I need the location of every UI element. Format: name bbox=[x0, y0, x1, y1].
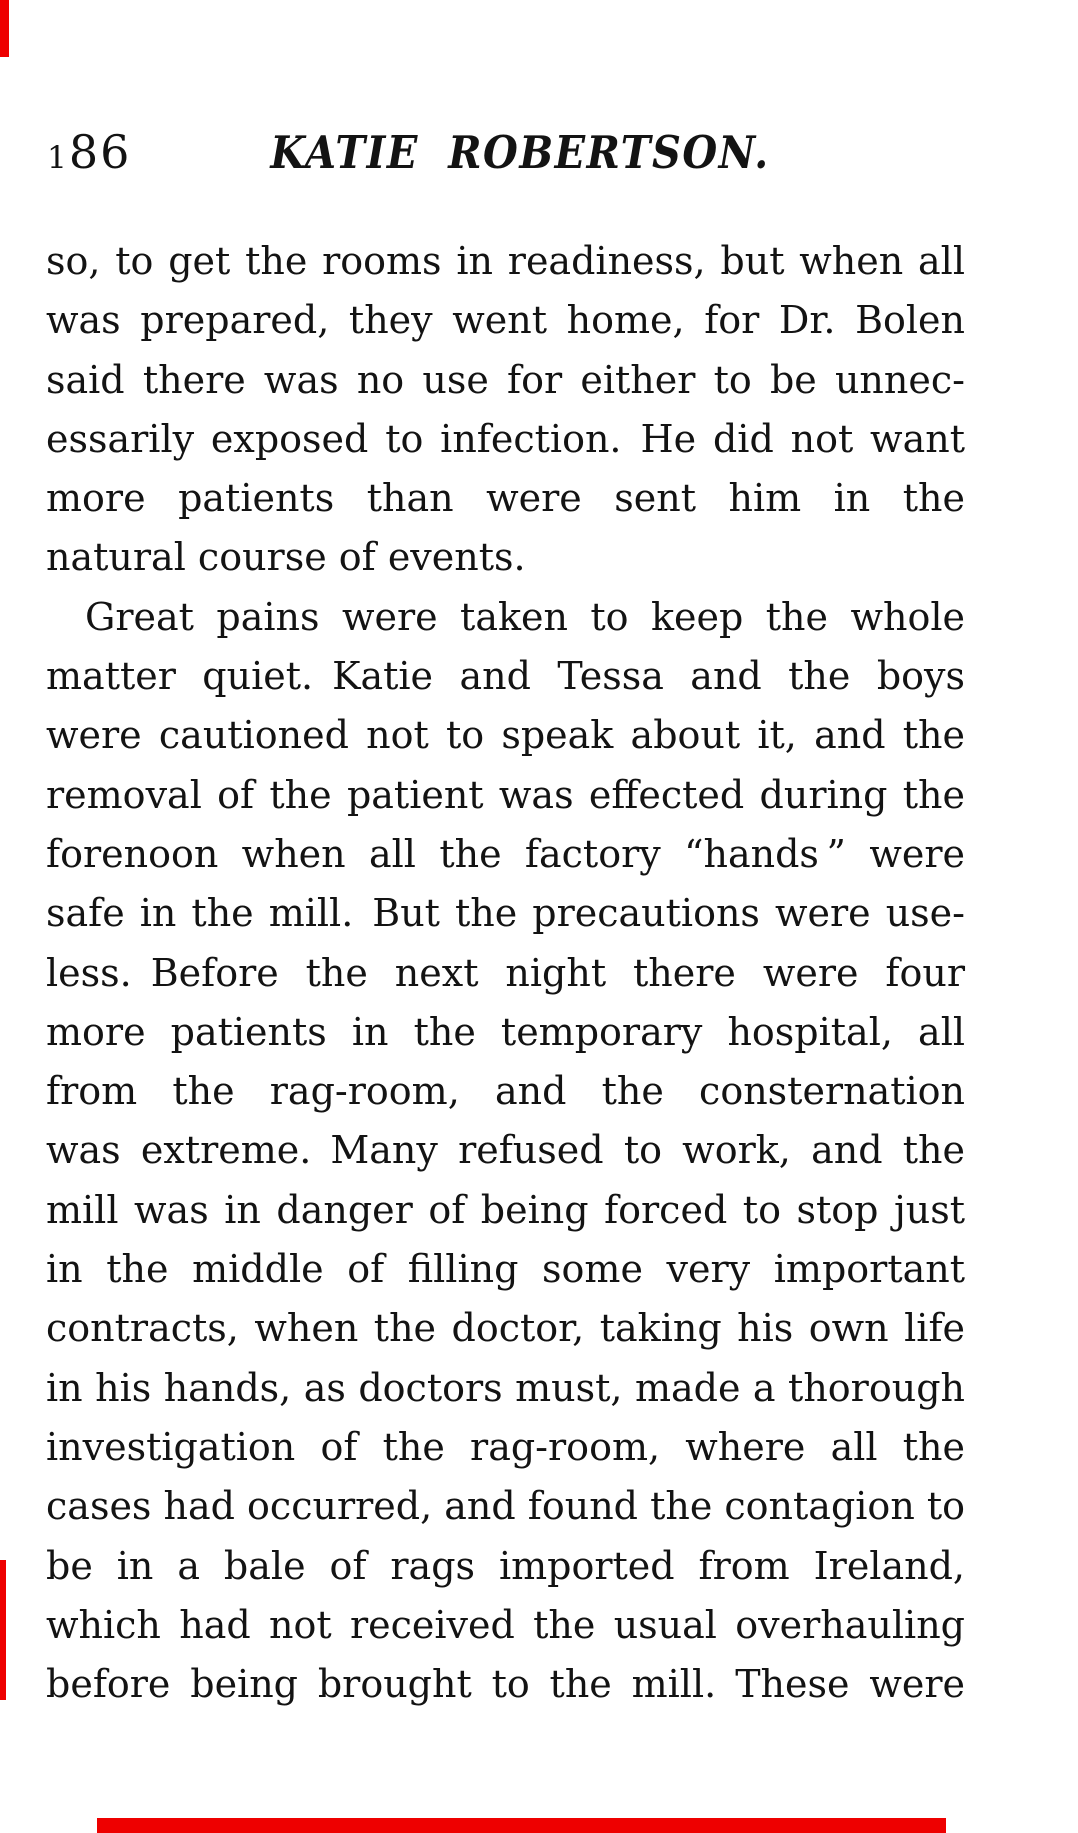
running-header-title: KATIE ROBERTSON. bbox=[270, 126, 770, 180]
text-line: Great pains were taken to keep the whole bbox=[85, 594, 965, 639]
text-line: be in a bale of rags imported from Ireland, bbox=[46, 1543, 965, 1588]
text-line: mill was in danger of being forced to stop just bbox=[46, 1187, 965, 1232]
text-line: was prepared, they went home, for Dr. Bolen bbox=[46, 298, 965, 343]
text-line: natural course of events. bbox=[46, 535, 526, 580]
text-line: were cautioned not to speak about it, and the bbox=[46, 713, 965, 758]
scan-edge-mark-left bbox=[0, 1560, 6, 1700]
text-line: investigation of the rag-room, where all the bbox=[46, 1424, 965, 1469]
page-number: 186 bbox=[47, 125, 132, 179]
text-line: in the middle of filling some very important bbox=[46, 1247, 965, 1292]
text-line: more patients than were sent him in the bbox=[46, 476, 965, 521]
scan-edge-mark-bottom bbox=[97, 1818, 946, 1833]
text-line: which had not received the usual overhauling bbox=[46, 1602, 965, 1647]
text-line: contracts, when the doctor, taking his own life bbox=[46, 1306, 965, 1351]
text-line: in his hands, as doctors must, made a thorough bbox=[46, 1365, 965, 1410]
text-line: less. Before the next night there were four bbox=[46, 950, 965, 995]
text-line: cases had occurred, and found the contagion to bbox=[46, 1484, 966, 1529]
text-line: so, to get the rooms in readiness, but when all bbox=[46, 239, 965, 283]
text-line: was extreme. Many refused to work, and the bbox=[46, 1128, 965, 1173]
text-line: removal of the patient was effected during the bbox=[46, 772, 965, 817]
text-line: forenoon when all the factory “hands ” were bbox=[46, 831, 965, 876]
text-line: more patients in the temporary hospital, all bbox=[46, 1009, 965, 1054]
text-line: said there was no use for either to be unnec- bbox=[46, 357, 965, 402]
scan-edge-mark-top-left bbox=[0, 0, 9, 57]
text-line: essarily exposed to infection. He did not want bbox=[46, 416, 965, 461]
text-line: from the rag-room, and the consternation bbox=[46, 1069, 965, 1114]
text-line: before being brought to the mill. These were bbox=[46, 1662, 965, 1707]
page-body-text bbox=[46, 232, 965, 1714]
text-line: safe in the mill. But the precautions were use- bbox=[46, 891, 965, 936]
text-line: matter quiet. Katie and Tessa and the boys bbox=[46, 654, 965, 699]
